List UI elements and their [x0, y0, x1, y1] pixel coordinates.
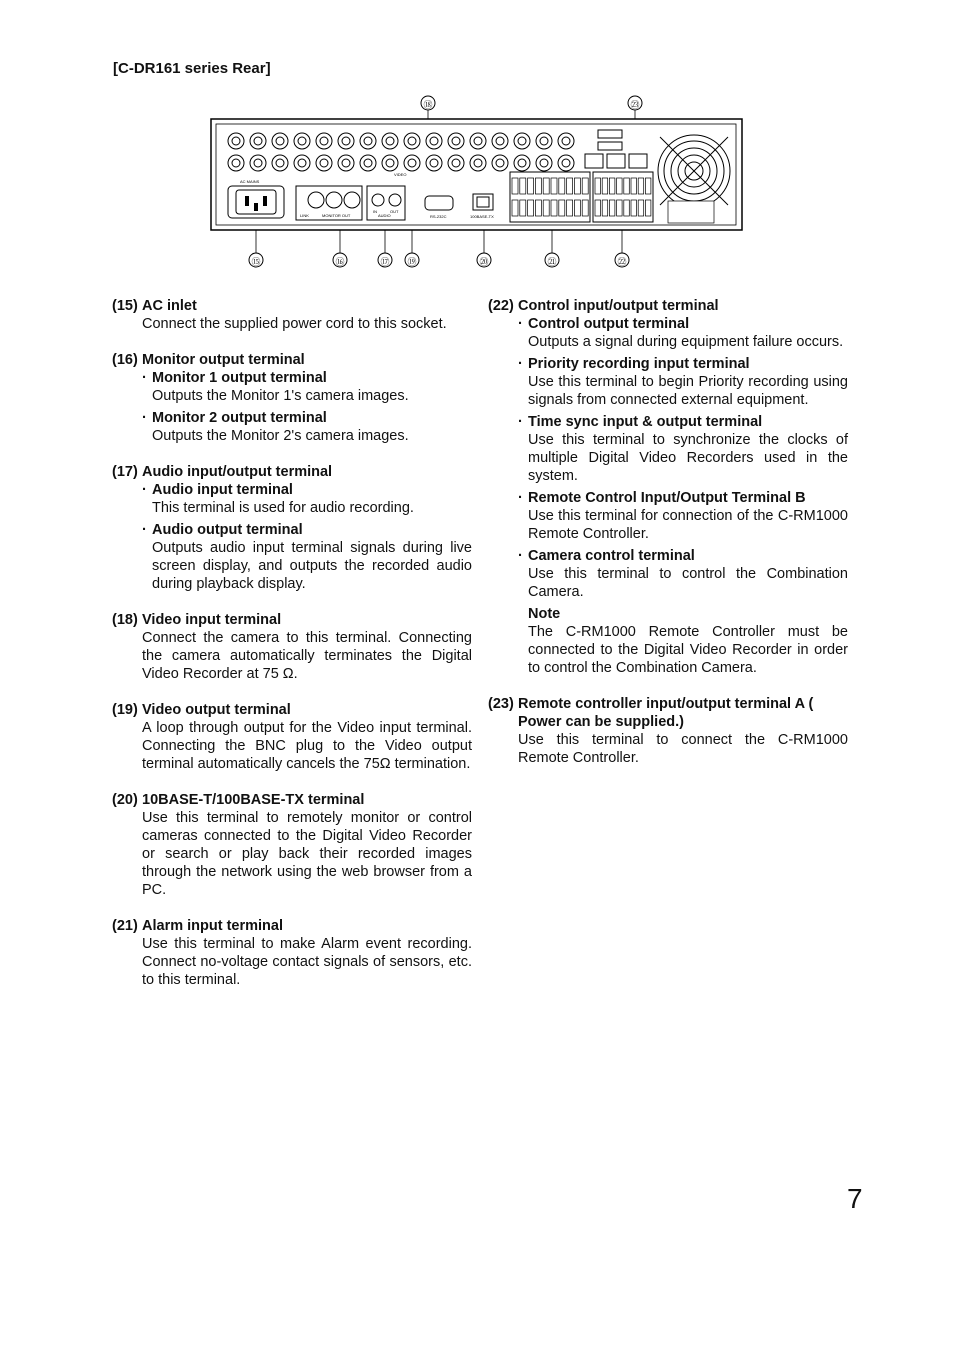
monitor-out-label: MONITOR OUT [322, 213, 351, 218]
bnc-connector-inner [540, 159, 548, 167]
section-body [112, 369, 472, 445]
bnc-connector-inner [430, 159, 438, 167]
bullet-text: This terminal is used for audio recording. [152, 500, 414, 516]
bnc-connector-inner [474, 137, 482, 145]
page-heading: [C-DR161 series Rear] [113, 60, 271, 77]
bnc-connector-inner [452, 159, 460, 167]
section-title: Video input terminal [142, 612, 282, 628]
section-body [112, 481, 472, 593]
bullet-item [518, 355, 848, 409]
callout-18: ⑱ [423, 100, 433, 110]
bullet-text: Outputs the Monitor 1's camera images. [152, 388, 409, 404]
section-description: Connect the camera to this terminal. Connecting the camera automatically terminates the Digital Video Recorder at 75 Ω. [142, 630, 472, 682]
section-body [112, 935, 472, 989]
bullet-text: Use this terminal for connection of the C-RM1000 Remote Controller. [528, 508, 848, 542]
bullet-title: Monitor 2 output terminal [152, 410, 327, 426]
section [112, 463, 472, 593]
bnc-connector-inner [364, 137, 372, 145]
bullet-item [518, 489, 848, 543]
bullet-text: Outputs a signal during equipment failure occurs. [528, 334, 844, 350]
bullet-text: Outputs audio input terminal signals during live screen display, and outputs the recorded audio during playback display. [152, 540, 472, 592]
audio-out-label: OUT [390, 209, 399, 214]
bullet-title: Time sync input & output terminal [528, 414, 763, 430]
bnc-connector-inner [254, 137, 262, 145]
bnc-connector-inner [298, 137, 306, 145]
section-heading [112, 611, 472, 629]
callout-19: ⑲ [407, 257, 417, 267]
section-title: Audio input/output terminal [142, 464, 333, 480]
section-description: Use this terminal to make Alarm event recording. Connect no-voltage contact signals of sensors, etc. to this terminal. [142, 936, 472, 988]
section-title: AC inlet [142, 298, 197, 314]
section [488, 695, 848, 767]
rear-panel-figure [0, 0, 954, 290]
bullet-title: Control output terminal [528, 316, 690, 332]
bullet-title: Camera control terminal [528, 548, 695, 564]
right-column [488, 297, 848, 785]
bullet-item [142, 521, 472, 593]
section-number: (19) [112, 702, 138, 718]
bullet-dot: · [142, 410, 147, 426]
bullet-text: Use this terminal to begin Priority recording using signals from connected external equipment. [528, 374, 848, 408]
rs232c-label: RS-232C [430, 214, 447, 219]
bullet-item [142, 409, 472, 445]
bullet-item [518, 413, 848, 485]
section [112, 297, 472, 333]
bullet-text: Outputs the Monitor 2's camera images. [152, 428, 409, 444]
section-number: (15) [112, 298, 138, 314]
section [112, 611, 472, 683]
bnc-connector-inner [408, 159, 416, 167]
bnc-connector-inner [232, 159, 240, 167]
bnc-connector-inner [386, 159, 394, 167]
section [112, 351, 472, 445]
bnc-connector-inner [386, 137, 394, 145]
section [112, 791, 472, 899]
section-number: (16) [112, 352, 138, 368]
section-description: Connect the supplied power cord to this socket. [142, 316, 447, 332]
bnc-connector-inner [496, 159, 504, 167]
section-body [112, 809, 472, 899]
bullet-title: Remote Control Input/Output Terminal B [528, 490, 806, 506]
bullet-dot: · [518, 356, 523, 372]
ac-mains-label: AC MAINS [240, 179, 260, 184]
callout-17: ⑰ [380, 257, 390, 267]
section-body [112, 719, 472, 773]
section-number: (18) [112, 612, 138, 628]
bnc-connector-inner [408, 137, 416, 145]
page-number: 7 [847, 1183, 863, 1214]
section-description: Use this terminal to connect the C-RM1000 Remote Controller. [518, 732, 848, 766]
section-number: (22) [488, 298, 514, 314]
bullet-dot: · [142, 522, 147, 538]
bnc-connector-inner [298, 159, 306, 167]
audio-in-label: IN [373, 209, 377, 214]
bullet-text: Use this terminal to control the Combination Camera. [528, 566, 848, 600]
bullet-title: Monitor 1 output terminal [152, 370, 327, 386]
bullet-item [142, 481, 472, 517]
section-number: (21) [112, 918, 138, 934]
bullet-item [142, 369, 472, 405]
callout-16: ⑯ [335, 257, 345, 267]
bnc-connector-inner [342, 137, 350, 145]
section-heading [488, 297, 848, 315]
section-title: Control input/output terminal [518, 298, 719, 314]
note-text: The C-RM1000 Remote Controller must be connected to the Digital Video Recorder in order to control the Combination Camera. [528, 624, 848, 676]
callout-22: ㉒ [617, 257, 627, 267]
bullet-dot: · [518, 414, 523, 430]
bnc-connector-inner [320, 137, 328, 145]
bnc-connector-inner [320, 159, 328, 167]
section-body [112, 315, 472, 333]
section-heading [112, 297, 472, 315]
bnc-connector-inner [518, 137, 526, 145]
link-label: LINK [300, 213, 309, 218]
bullet-text: Use this terminal to synchronize the clocks of multiple Digital Video Recorders used in the system. [528, 432, 848, 484]
bullet-title: Priority recording input terminal [528, 356, 750, 372]
bnc-connector-inner [276, 137, 284, 145]
bnc-connector-inner [496, 137, 504, 145]
video-label: VIDEO [394, 172, 407, 177]
section-number: (23) [488, 696, 514, 712]
bnc-connector-inner [254, 159, 262, 167]
section-title: Monitor output terminal [142, 352, 305, 368]
bnc-connector-inner [518, 159, 526, 167]
section-heading [112, 791, 472, 809]
section-heading [112, 917, 472, 935]
note-heading: Note [528, 606, 561, 622]
section-heading [112, 351, 472, 369]
section-title: Remote controller input/output terminal A ( Power can be supplied.) [518, 696, 814, 730]
bullet-dot: · [518, 548, 523, 564]
section [488, 297, 848, 677]
bullet-dot: · [142, 370, 147, 386]
bullet-dot: · [518, 490, 523, 506]
section-body [488, 315, 848, 677]
bnc-connector-inner [342, 159, 350, 167]
bnc-connector-inner [562, 159, 570, 167]
bullet-dot: · [142, 482, 147, 498]
bnc-connector-inner [474, 159, 482, 167]
lan-label: 100BASE-TX [470, 214, 494, 219]
section [112, 701, 472, 773]
section-title: 10BASE-T/100BASE-TX terminal [142, 792, 365, 808]
left-column [112, 297, 472, 1007]
section-body [488, 731, 848, 767]
section-number: (17) [112, 464, 138, 480]
section-heading [112, 701, 472, 719]
bnc-connector-inner [540, 137, 548, 145]
section-number: (20) [112, 792, 138, 808]
section-heading [112, 463, 472, 481]
section-description: Use this terminal to remotely monitor or control cameras connected to the Digital Video Recorder or search or play back their recorded images through the network using the web browser from a PC. [142, 810, 472, 898]
audio-label: AUDIO [378, 213, 391, 218]
bullet-item [518, 315, 848, 351]
section-heading [488, 695, 848, 731]
callout-15: ⑮ [251, 257, 261, 267]
callout-23: ㉓ [630, 100, 640, 110]
bnc-connector-inner [232, 137, 240, 145]
bnc-connector-inner [430, 137, 438, 145]
bnc-connector-inner [562, 137, 570, 145]
section [112, 917, 472, 989]
bullet-item [518, 547, 848, 601]
callout-21: ㉑ [547, 257, 557, 267]
section-body [112, 629, 472, 683]
section-title: Alarm input terminal [142, 918, 283, 934]
bnc-connector-inner [364, 159, 372, 167]
bullet-title: Audio input terminal [152, 482, 293, 498]
section-title: Video output terminal [142, 702, 291, 718]
bnc-connector-inner [276, 159, 284, 167]
section-description: A loop through output for the Video input terminal. Connecting the BNC plug to the Video output terminal automatically cancels the 75Ω termination. [142, 720, 472, 772]
bnc-connector-inner [452, 137, 460, 145]
callout-20: ⑳ [479, 257, 489, 267]
bullet-dot: · [518, 316, 523, 332]
bullet-title: Audio output terminal [152, 522, 303, 538]
